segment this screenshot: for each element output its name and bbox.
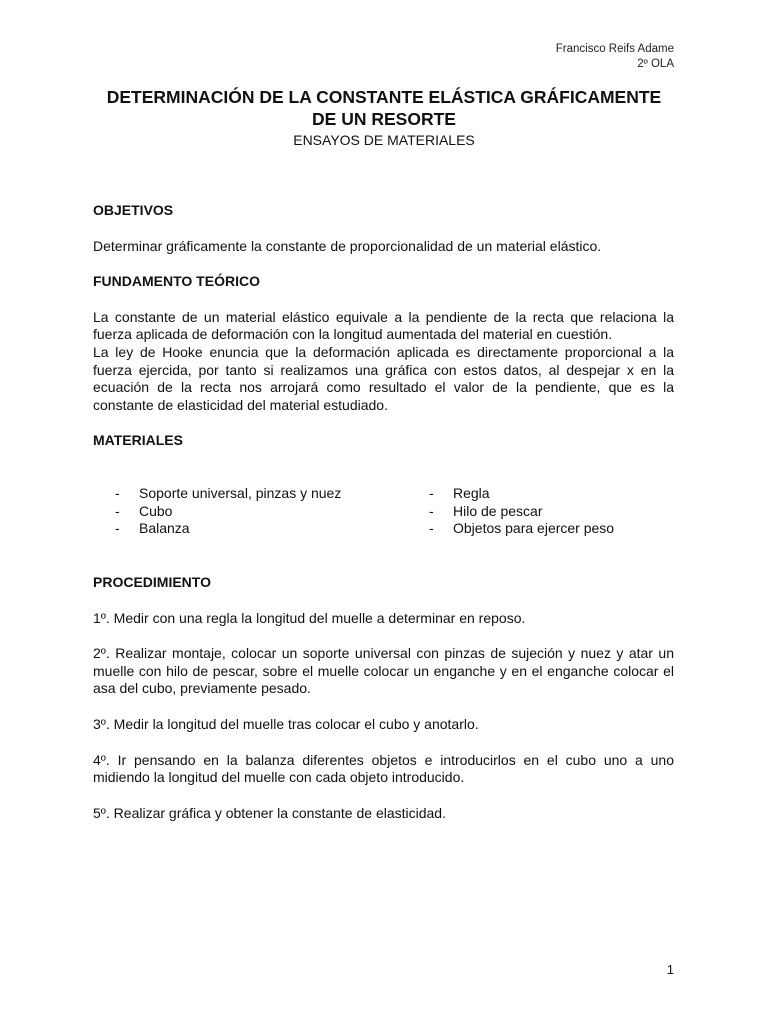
section-heading-procedimiento: PROCEDIMIENTO [93,573,211,590]
title-line-2: DE UN RESORTE [312,109,456,129]
bullet-dash: - [115,520,120,537]
procedure-step-4: 4º. Ir pensando en la balanza diferentes objetos e introducirlos en el cubo uno a uno midiendo la longitud del muelle con cada objeto introducido. [93,751,674,786]
title-block [60,86,708,149]
materials-list [93,485,674,539]
procedure-step-3: 3º. Medir la longitud del muelle tras colocar el cubo y anotarlo. [93,715,479,732]
bullet-dash: - [429,520,434,537]
materials-column-left [115,485,341,538]
document-subtitle: ENSAYOS DE MATERIALES [293,132,475,148]
list-item [429,485,614,503]
list-item-label: Regla [453,484,490,501]
title-line-1: DETERMINACIÓN DE LA CONSTANTE ELÁSTICA GRÁFICAMENTE [106,87,662,107]
procedure-step-5: 5º. Realizar gráfica y obtener la constante de elasticidad. [93,804,446,821]
author-name: Francisco Reifs Adame [555,43,674,55]
objetivos-text: Determinar gráficamente la constante de proporcionalidad de un material elástico. [93,237,602,254]
fundamento-paragraph-1: La constante de un material elástico equivale a la pendiente de la recta que relaciona la fuerza aplicada de deformación con la longitud aumentada del material en cuestión. [93,308,674,343]
list-item [429,503,614,521]
list-item [115,485,341,503]
header-meta [556,42,674,72]
bullet-dash: - [429,484,434,501]
list-item-label: Soporte universal, pinzas y nuez [139,484,342,501]
procedure-step-2: 2º. Realizar montaje, colocar un soporte universal con pinzas de sujeción y nuez y atar un muelle con hilo de pescar, sobre el muelle colocar un enganche y en el enganche colocar el asa del cubo, previamente pesado. [93,645,674,697]
section-heading-objetivos: OBJETIVOS [93,202,174,218]
bullet-dash: - [429,502,434,519]
bullet-dash: - [115,484,120,501]
course-label: 2º OLA [637,58,674,70]
document-title [60,86,708,130]
list-item [115,520,341,538]
document-body [93,202,674,822]
bullet-dash: - [115,502,120,519]
section-heading-fundamento: FUNDAMENTO TEÓRICO [93,273,260,290]
section-heading-materiales: MATERIALES [93,432,183,449]
list-item-label: Cubo [139,502,173,519]
list-item-label: Hilo de pescar [453,502,543,519]
page-number: 1 [666,962,674,977]
list-item [115,503,341,521]
materials-column-right [429,485,614,538]
list-item-label: Objetos para ejercer peso [453,520,615,537]
list-item-label: Balanza [139,520,190,537]
list-item [429,520,614,538]
fundamento-paragraph-2: La ley de Hooke enuncia que la deformación aplicada es directamente proporcional a la fuerza ejercida, por tanto si realizamos una gráfica con estos datos, al despejar x en la ecuación de la recta nos arrojará como resultado el valor de la pendiente, que es la constante de elasticidad del material estudiado. [93,343,674,413]
procedure-step-1: 1º. Medir con una regla la longitud del muelle a determinar en reposo. [93,609,526,626]
